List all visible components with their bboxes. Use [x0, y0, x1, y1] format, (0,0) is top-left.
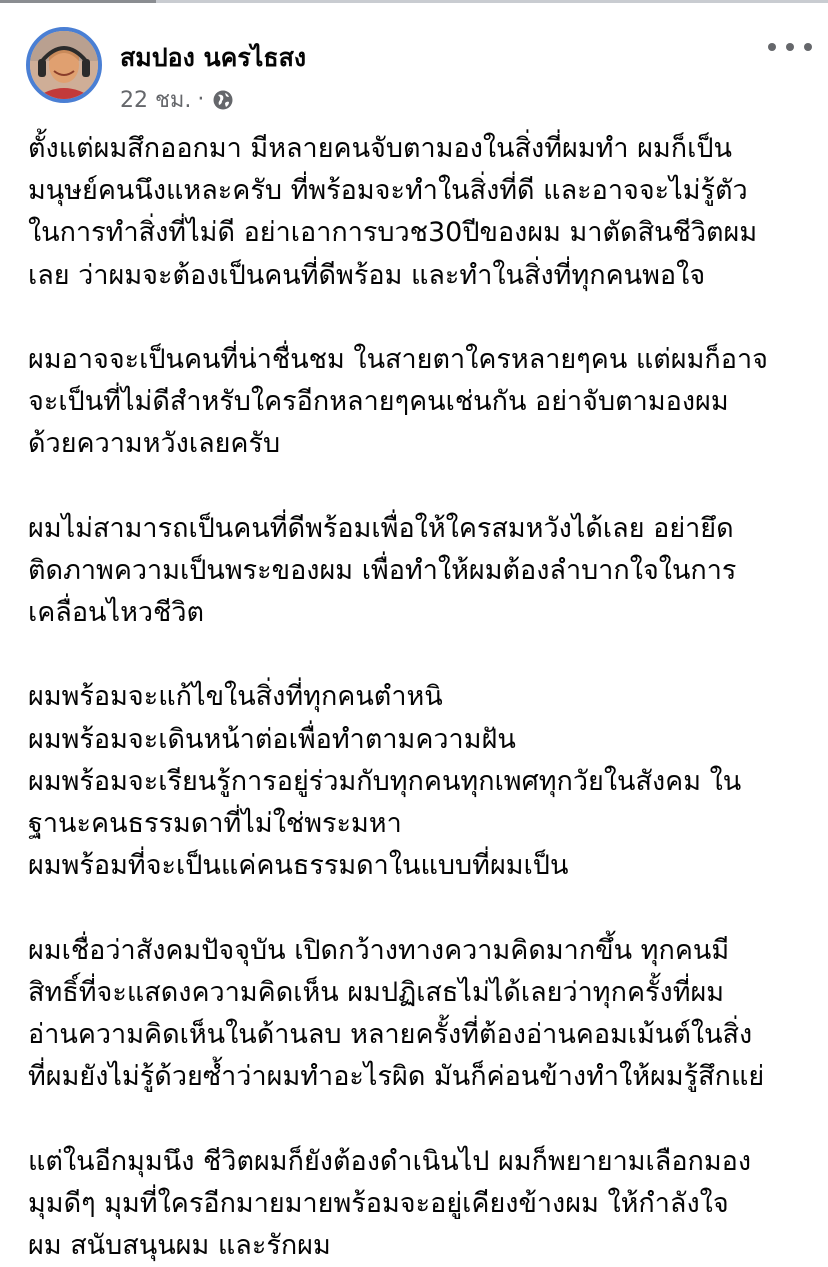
- paragraph-gap: [28, 887, 818, 929]
- post-text-line: เลย ว่าผมจะต้องเป็นคนที่ดีพร้อม และทำในสิ่งที่ทุกคนพอใจ: [28, 259, 706, 291]
- post-text-line: ผมพร้อมจะแก้ไขในสิ่งที่ทุกคนตำหนิ: [28, 681, 443, 713]
- more-options-icon-dot: [804, 43, 812, 51]
- post-text-line: ด้วยความหวังเลยครับ: [28, 428, 281, 460]
- author-name[interactable]: สมปอง นครไธสง: [120, 43, 307, 72]
- post-text-line: ฐานะคนธรรมดาที่ไม่ใช่พระมหา: [28, 808, 402, 839]
- post-text-line: ที่ผมยังไม่รู้ด้วยซ้ำว่าผมทำอะไรผิด มันก็ค่อนข้างทำให้ผมรู้สึกแย่: [28, 1061, 765, 1093]
- post-meta: [120, 82, 234, 117]
- post-text-line: มนุษย์คนนึงแหละครับ ที่พร้อมจะทำในสิ่งที่ดี และอาจจะไม่รู้ตัว: [28, 175, 748, 207]
- post-text-line: ผมไม่สามารถเป็นคนที่ดีพร้อมเพื่อให้ใครสมหวังได้เลย อย่ายึด: [28, 512, 734, 544]
- post-text-line: สิทธิ์ที่จะแสดงความคิดเห็น ผมปฏิเสธไม่ได้เลยว่าทุกครั้งที่ผม: [28, 976, 725, 1008]
- post-text-line: ผมพร้อมจะเดินหน้าต่อเพื่อทำตามความฝัน: [28, 723, 516, 755]
- post-timestamp[interactable]: 22 ชม.: [120, 88, 192, 113]
- more-options-button[interactable]: [768, 36, 812, 58]
- paragraph-gap: [28, 1098, 818, 1140]
- post-text-line: มุมดีๆ มุมที่ใครอีกมายมายพร้อมจะอยู่เคียงข้างผม ให้กำลังใจ: [28, 1187, 729, 1219]
- paragraph-gap: [28, 297, 818, 339]
- more-options-icon-dot: [786, 43, 794, 51]
- post-text-line: ผมพร้อมที่จะเป็นแค่คนธรรมดาในแบบที่ผมเป็น: [28, 850, 569, 882]
- avatar-photo: [30, 31, 98, 99]
- avatar[interactable]: [26, 27, 102, 103]
- more-options-icon: [768, 43, 776, 51]
- meta-separator: ·: [197, 87, 205, 112]
- post-text-line: ผมพร้อมจะเรียนรู้การอยู่ร่วมกับทุกคนทุกเพศทุกวัยในสังคม ใน: [28, 765, 742, 797]
- post-text-line: อ่านความคิดเห็นในด้านลบ หลายครั้งที่ต้องอ่านคอมเม้นต์ในสิ่ง: [28, 1018, 753, 1050]
- post-text-line: ผมเชื่อว่าสังคมปัจจุบัน เปิดกว้างทางความคิดมากขึ้น ทุกคนมี: [28, 934, 730, 966]
- post-text-line: ผม สนับสนุนผม และรักผม: [28, 1229, 331, 1261]
- post-text-line: เคลื่อนไหวชีวิต: [28, 597, 205, 629]
- post-text-line: แต่ในอีกมุมนึง ชีวิตผมก็ยังต้องดำเนินไป ผมก็พยายามเลือกมอง: [28, 1145, 752, 1177]
- post-text-line: ตั้งแต่ผมสึกออกมา มีหลายคนจับตามองในสิ่งที่ผมทำ ผมก็เป็น: [28, 133, 732, 164]
- paragraph-gap: [28, 634, 818, 676]
- post-text-line: ติดภาพความเป็นพระของผม เพื่อทำให้ผมต้องลำบากใจในการ: [28, 554, 737, 586]
- globe-icon[interactable]: [212, 89, 234, 111]
- post-text-line: จะเป็นที่ไม่ดีสำหรับใครอีกหลายๆคนเช่นกัน อย่าจับตามองผม: [28, 386, 729, 418]
- post-text: [28, 128, 818, 1267]
- paragraph-gap: [28, 466, 818, 508]
- post-text-line: ในการทำสิ่งที่ไม่ดี อย่าเอาการบวช30ปีของผม มาตัดสินชีวิตผม: [28, 217, 758, 249]
- post-text-line: ผมอาจจะเป็นคนที่น่าชื่นชม ในสายตาใครหลายๆคน แต่ผมก็อาจ: [28, 343, 768, 375]
- top-divider-accent: [0, 0, 156, 3]
